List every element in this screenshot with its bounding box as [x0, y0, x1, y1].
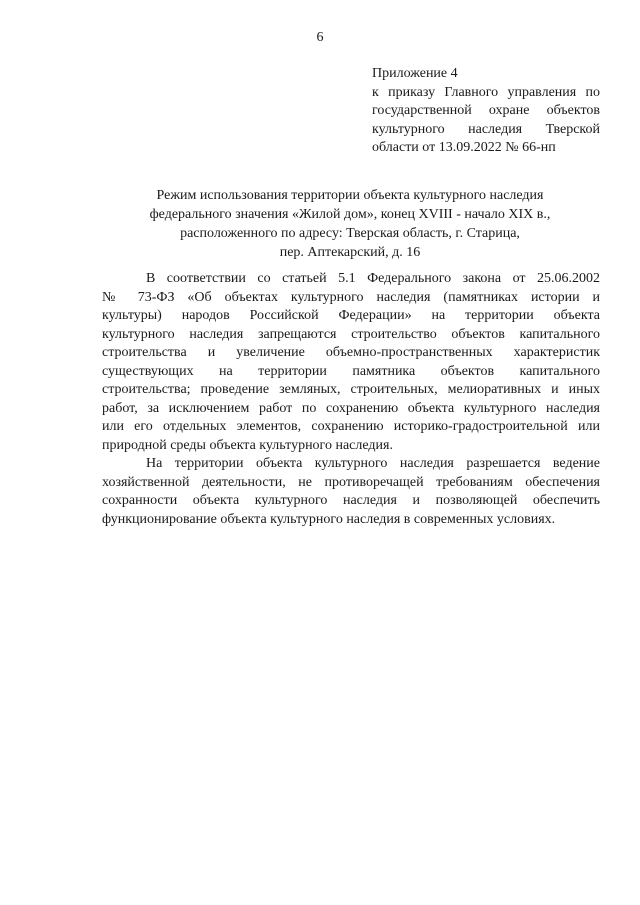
title-line: расположенного по адресу: Тверская область, г. Старица, [180, 226, 520, 241]
document-body [102, 270, 600, 529]
paragraph-line: хозяйственной деятельности, не противоречащей требованиям обеспечения [102, 474, 600, 490]
appendix-header [372, 65, 600, 158]
paragraph [102, 270, 600, 455]
title-line: федерального значения «Жилой дом», конец XVIII - начало XIX в., [149, 207, 551, 222]
paragraph-line: культурного наследия запрещаются строительство объектов капитального [102, 326, 600, 342]
paragraph-line: № 73-ФЗ «Об объектах культурного наследия (памятниках истории и [102, 289, 600, 305]
appendix-line: культурного наследия Тверской [372, 121, 600, 137]
paragraph-line: функционирование объекта культурного наследия в современных условиях. [102, 511, 556, 527]
paragraph-line: культуры) народов Российской Федерации» на территории объекта [102, 308, 600, 323]
paragraph-line: сохранности объекта культурного наследия и позволяющей обеспечить [102, 493, 600, 508]
paragraph-line: строительства; проведение земляных, строительных, мелиоративных и иных [102, 382, 600, 397]
appendix-line: Приложение 4 [372, 66, 458, 81]
paragraph-line: В соответствии со статьей 5.1 Федерального закона от 25.06.2002 [146, 271, 600, 286]
appendix-line: государственной охране объектов [372, 103, 600, 118]
paragraph [102, 455, 600, 529]
paragraph-line: существующих на территории памятника объектов капитального [102, 363, 600, 379]
page-number: 6 [316, 30, 324, 45]
paragraph-line: природной среды объекта культурного наследия. [102, 437, 393, 453]
title-line: Режим использования территории объекта культурного наследия [156, 188, 544, 203]
title-line: пер. Аптекарский, д. 16 [279, 245, 421, 260]
paragraph-line: строительства и увеличение объемно-пространственных характеристик [102, 345, 600, 360]
paragraph-line: работ, за исключением работ по сохранению объекта культурного наследия [102, 400, 600, 416]
paragraph-line: На территории объекта культурного наследия разрешается ведение [146, 456, 600, 471]
appendix-line: области от 13.09.2022 № 66-нп [372, 140, 556, 155]
document-title [100, 186, 600, 262]
appendix-line: к приказу Главного управления по [372, 84, 600, 100]
paragraph-line: или его отдельных элементов, сохранению историко-градостроительной или [102, 419, 600, 434]
